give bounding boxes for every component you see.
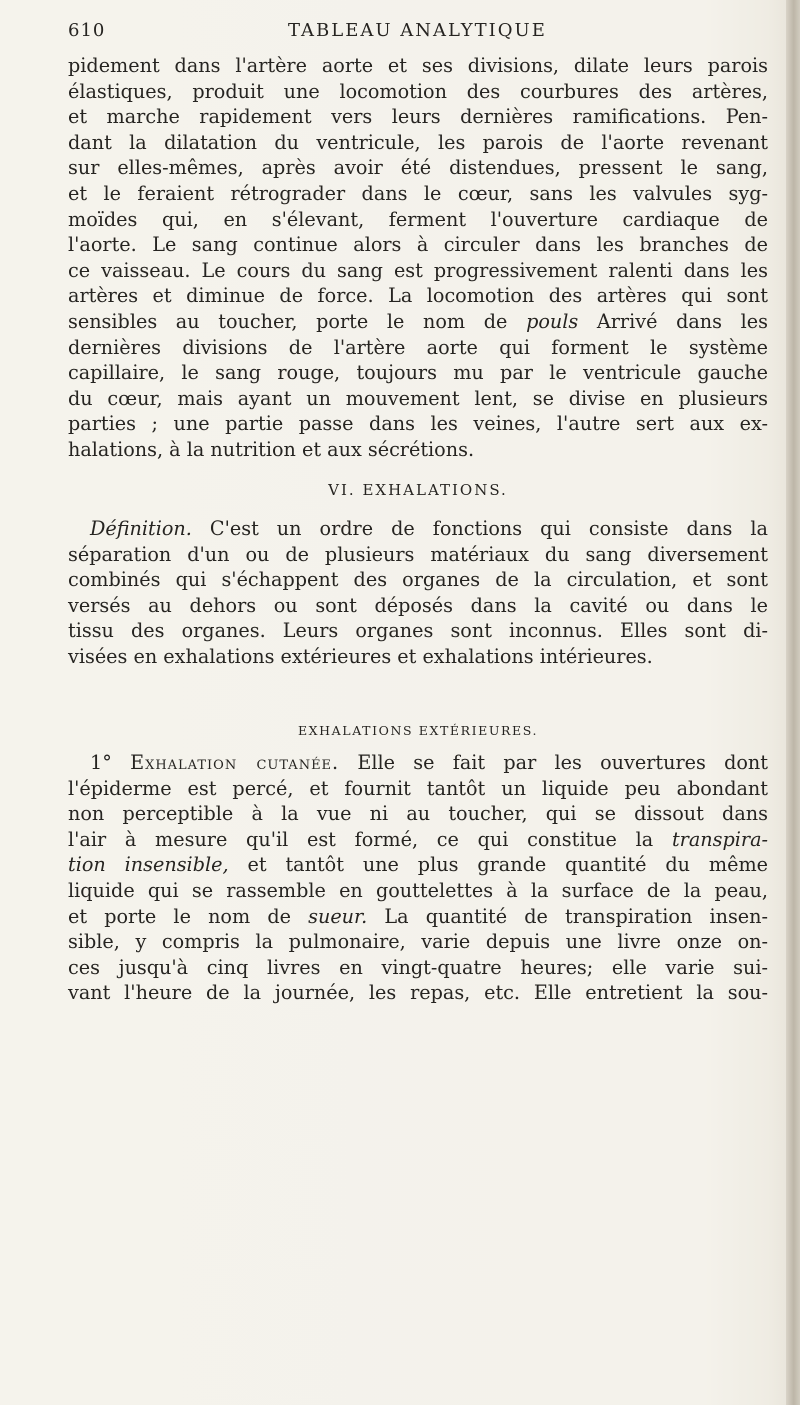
text-line: et le feraient rétrograder dans le cœur, sans les valvules syg- bbox=[68, 181, 768, 205]
text-line: tissu des organes. Leurs organes sont inconnus. Elles sont di- bbox=[68, 619, 768, 643]
definition-label: Définition. bbox=[90, 517, 192, 540]
text-line bbox=[68, 750, 768, 776]
text-line bbox=[68, 516, 768, 542]
text-line: élastiques, produit une locomotion des courbures des artères, bbox=[68, 79, 768, 103]
text-line: ces jusqu'à cinq livres en vingt-quatre heures; elle varie sui- bbox=[68, 955, 768, 979]
running-title: TABLEAU ANALYTIQUE bbox=[288, 20, 547, 41]
text-segment: et porte le nom de bbox=[68, 904, 291, 928]
paragraph-definition bbox=[68, 516, 768, 670]
text-line: ce vaisseau. Le cours du sang est progressivement ralenti dans les bbox=[68, 258, 768, 282]
section-heading: VI. EXHALATIONS. bbox=[328, 481, 508, 499]
text-line: du cœur, mais ayant un mouvement lent, se divise en plusieurs bbox=[68, 386, 768, 410]
page-edge-shadow bbox=[786, 0, 800, 1405]
text-segment: La quantité de transpiration insen- bbox=[384, 904, 768, 928]
text-segment: et tantôt une plus grande quantité du même bbox=[247, 853, 768, 877]
text-line: séparation d'un ou de plusieurs matériaux du sang diversement bbox=[68, 542, 768, 566]
italic-term-sueur: sueur. bbox=[308, 904, 368, 928]
text-line: pidement dans l'artère aorte et ses divisions, dilate leurs parois bbox=[68, 54, 768, 77]
text-line: halations, à la nutrition et aux sécrétions. bbox=[68, 437, 475, 461]
text-line: capillaire, le sang rouge, toujours mu par le ventricule gauche bbox=[68, 361, 768, 385]
item-number: 1° bbox=[90, 751, 112, 774]
text-line: sible, y compris la pulmonaire, varie depuis une livre onze on- bbox=[68, 930, 768, 954]
text-line: artères et diminue de force. La locomotion des artères qui sont bbox=[68, 284, 768, 308]
subsection-heading: EXHALATIONS EXTÉRIEURES. bbox=[297, 723, 539, 738]
text-line: visées en exhalations extérieures et exhalations intérieures. bbox=[68, 644, 653, 668]
italic-term-pouls: pouls bbox=[526, 309, 579, 333]
text-segment: l'air à mesure qu'il est formé, ce qui constitue la bbox=[68, 827, 654, 851]
text-line: liquide qui se rassemble en gouttelettes à la surface de la peau, bbox=[68, 878, 768, 902]
text-line: moïdes qui, en s'élevant, ferment l'ouverture cardiaque de bbox=[68, 207, 768, 231]
text-line: parties ; une partie passe dans les veines, l'autre sert aux ex- bbox=[68, 412, 768, 436]
text-line: non perceptible à la vue ni au toucher, qui se dissout dans bbox=[68, 802, 768, 826]
page-number: 610 bbox=[68, 20, 106, 41]
text-line: dernières divisions de l'artère aorte qui forment le système bbox=[68, 335, 768, 359]
text-segment: C'est un ordre de fonctions qui consiste dans la bbox=[209, 517, 768, 540]
text-line: dant la dilatation du ventricule, les parois de l'aorte revenant bbox=[68, 130, 768, 154]
italic-term-transpiration: transpira- bbox=[671, 827, 768, 851]
text-line: sur elles-mêmes, après avoir été distendues, pressent le sang, bbox=[68, 156, 768, 180]
text-segment: Arrivé dans les bbox=[596, 309, 768, 333]
text-line bbox=[68, 309, 768, 335]
text-line: versés au dehors ou sont déposés dans la cavité ou dans le bbox=[68, 593, 768, 617]
text-line: vant l'heure de la journée, les repas, etc. Elle entretient la sou- bbox=[68, 981, 768, 1005]
text-line bbox=[68, 904, 768, 930]
text-line: combinés qui s'échappent des organes de la circulation, et sont bbox=[68, 568, 768, 592]
text-segment: sensibles au toucher, porte le nom de bbox=[68, 309, 508, 333]
text-segment: Elle se fait par les ouvertures dont bbox=[357, 751, 768, 774]
paragraph-exhalation-cutanee bbox=[68, 750, 768, 1006]
item-label: Exhalation cutanée. bbox=[130, 751, 340, 774]
text-line: et marche rapidement vers leurs dernières ramifications. Pen- bbox=[68, 105, 768, 129]
paragraph-circulation bbox=[68, 53, 768, 463]
text-line: l'épiderme est percé, et fournit tantôt un liquide peu abondant bbox=[68, 776, 768, 800]
text-line bbox=[68, 852, 768, 878]
text-line: l'aorte. Le sang continue alors à circuler dans les branches de bbox=[68, 233, 768, 257]
italic-term-insensible: tion insensible, bbox=[68, 853, 229, 877]
page-header bbox=[68, 20, 768, 48]
text-line bbox=[68, 827, 768, 853]
